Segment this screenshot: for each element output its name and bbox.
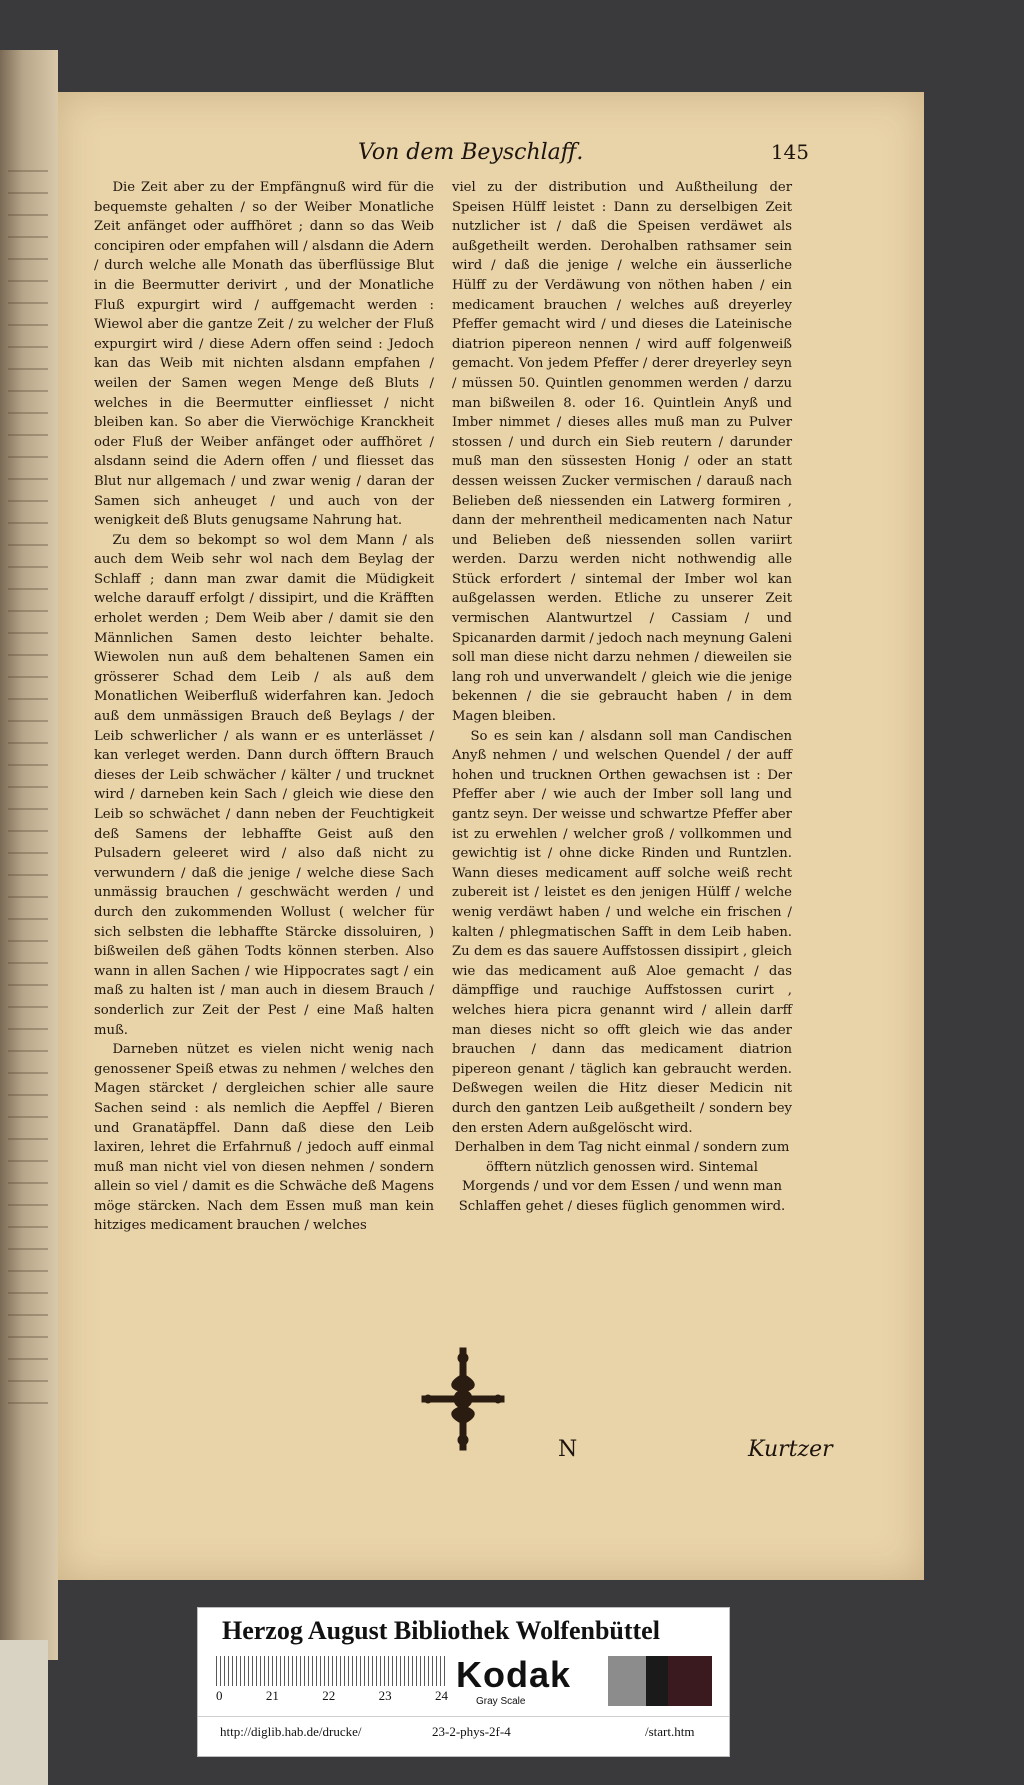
- left-page-text-edge: [8, 170, 48, 1420]
- book-page: [58, 92, 924, 1580]
- ruler-number: 24: [435, 1688, 448, 1703]
- ruler-numbers: [216, 1688, 448, 1704]
- gray-scale-label: Gray Scale: [476, 1696, 526, 1707]
- ruler-number: 21: [265, 1688, 279, 1703]
- url-base[interactable]: http://diglib.hab.de/drucke/: [220, 1724, 362, 1739]
- paragraph: Die Zeit aber zu der Empfängnuß wird für die bequemste gehalten / so der Weiber Monatliche Zeit anfänget oder auffhöret ; dann so das Weib concipiren oder empfahen will / alsdann die Adern / durch welche alle Monath das überflüssige Blut in die Beermutter derivirt , und der Monatliche Fluß expurgirt wird / auffgemacht werden : Wiewol aber die gantze Zeit / zu welcher der Fluß expurgirt wird / diese Adern offen seind : Jedoch kan das Weib mit nichten alsdann empfahen / weilen der Samen wegen Menge deß Bluts / welches in die Beermutter einfliesset / nicht bleiben kan. So aber die Vierwöchige Kranckheit oder Fluß der Weiber anfänget oder auffhöret / alsdann seind die Adern offen / und fliesset das Blut nur allgemach / und zwar wenig / daran der Samen sich anheuget / und auch von der wenigkeit deß Bluts genugsame Nahrung hat.: [94, 180, 434, 529]
- dark-red-swatch: [668, 1656, 712, 1706]
- left-page-label: [0, 1640, 48, 1785]
- printers-ornament-icon: [418, 1344, 508, 1454]
- library-title: Herzog August Bibliothek Wolfenbüttel: [222, 1616, 660, 1645]
- gray-swatch: [608, 1656, 646, 1706]
- paragraph: Darneben nützet es vielen nicht wenig nach genossener Speiß etwas zu nehmen / welches den Magen stärcket / dergleichen schier alle saure Sachen seind : als nemlich die Aepffel / Bieren und Granatäpffel. Dann daß diese den Leib laxiren, lehret die Erfahrnuß / jedoch auff einmal muß man nicht viel von diesen nehmen / sondern allein so viel / damit es die Schwäche deß Magens möge stärcken. Nach dem Essen muß man kein hitziges medicament brauchen / welches: [94, 1042, 434, 1234]
- ruler-scale: [216, 1656, 448, 1686]
- color-calibration-bar: [197, 1607, 730, 1757]
- black-swatch: [646, 1656, 668, 1706]
- url-shelfmark[interactable]: 23-2-phys-2f-4: [432, 1724, 511, 1739]
- paragraph: viel zu der distribution und Außtheilung der Speisen Hülff leistet : Dann zu derselbigen Zeit nutzlicher ist / daß die Speisen verdäwet als außgetheilt werden. Derohalben rathsamer sein wird / daß die jenige / welche ein äusserliche Hülff zu der Verdäwung von nöthen haben / ein medicament brauchen / welches auß dreyerley Pfeffer gemacht wird / und dieses die Lateinische diatrion pipereon nennen / wird auff folgenweiß gemacht. Von jedem Pfeffer / derer dreyerley seyn / müssen 50. Quintlen genommen werden / darzu man bißweilen 8. oder 16. Quintlein Anyß und Imber nimmet / dieses alles muß man zu Pulver stossen / und durch ein Sieb reutern / darunder muß man den süssesten Honig / oder an statt dessen weissen Zucker vermischen / darauß nach Belieben deß niessenden ein Latwerg formiren , dann der mehrentheil medicamenten nach Natur und Belieben deß niessenden sollen variirt werden. Darzu werden nicht nothwendig alle Stück erfordert / sintemal der Imber wol kan außgelassen werden. Etliche zu unserer Zeit vermischen Alantwurtzel / Cassiam / und Spicanarden darmit / jedoch nach meynung Galeni soll man diese nicht darzu nehmen / dieweilen sie lang roh und unverwandelt / gleich wie die jenige bekennen / die sie gebraucht haben / in dem Magen bleiben.: [452, 180, 792, 725]
- ruler-number: 23: [378, 1688, 392, 1703]
- paragraph: Zu dem so bekompt so wol dem Mann / als auch dem Weib sehr wol nach dem Beylag der Schlaff ; dann man zwar damit die Müdigkeit welche darauff erfolgt / dissipirt, und die Kräfften erholet werden ; Dem Weib aber / damit sie den Männlichen Samen desto leichter behalte. Wiewolen nun auß dem behaltenen Samen ein grösserer Schad dem Leib / als auß dem Monatlichen Weiberfluß widerfahren kan. Jedoch auß dem unmässigen Brauch deß Beylags / der Leib schwerlicher / als wann er es unterlässet / kan verleget werden. Dann durch öfftern Brauch dieses der Leib schwächer / kälter / und trucknet wird / darneben kein Sach / gleich wie diese den Leib so schwächet / dann neben der Feuchtigkeit deß Samens der lebhaffte Geist auß den Pulsadern geleeret wird / also daß nicht zu verwundern / daß die jenige / welche diese Sach unmässig brauchen / geschwächt werden / und durch den zukommenden Wollust ( welcher für sich selbsten die lebhaffte Stärcke dissoluiren, ) bißweilen deß gähen Todts können sterben. Also wann in allen Sachen / wie Hippocrates sagt / ein maß zu halten ist / man auch in diesem Brauch / sonderlich zur Zeit der Pest / eine Maß halten muß.: [94, 532, 434, 1038]
- ruler-number: 0: [216, 1688, 223, 1703]
- left-page-edge: [0, 50, 58, 1660]
- kodak-logo: Kodak: [456, 1654, 572, 1695]
- left-column: [94, 178, 434, 1236]
- catchword: Kurtzer: [748, 1437, 833, 1462]
- paragraph: So es sein kan / alsdann soll man Candischen Anyß nehmen / und welschen Quendel / der auff hohen und trucknen Orthen gewachsen ist : Der Pfeffer aber / wie auch der Imber soll lang und gantz seyn. Der weisse und schwartze Pfeffer aber ist zu erwehlen / welcher groß / vollkommen und gewichtig ist / ohne dicke Rinden und Runtzlen. Wann dieses medicament auff solche weiß recht zubereit ist / leistet es den jenigen Hülff / welche wenig verdäwt haben / und welche ein frischen / kalten / phlegmatischen Safft in dem Leib haben. Zu dem es das sauere Auffstossen dissipirt , gleich wie das medicament auß Aloe gemacht / das dämpffige und rauchige Auffstossen curirt , welches hiera picra genannt wird / allein darff man dieses nicht so offt gleich wie das ander brauchen / dann das medicament diatrion pipereon genant / täglich kan gebraucht werden. Deßwegen weilen die Hitz dieser Medicin nit durch den gantzen Leib außgetheilt / sondern bey den ersten Adern außgelöscht wird.: [452, 728, 792, 1136]
- paragraph: Derhalben in dem Tag nicht einmal / sondern zum öfftern nützlich genossen wird. Sintemal Morgends / und vor dem Essen / und wenn man Schlaffen gehet / dieses füglich genommen wird.: [454, 1140, 790, 1214]
- url-suffix[interactable]: /start.htm: [645, 1724, 695, 1739]
- right-column: [452, 178, 792, 1216]
- running-head: Von dem Beyschlaff.: [358, 140, 584, 165]
- page-number: 145: [770, 140, 809, 164]
- signature-mark: N: [558, 1437, 578, 1462]
- ruler-number: 22: [322, 1688, 336, 1703]
- divider: [198, 1716, 729, 1717]
